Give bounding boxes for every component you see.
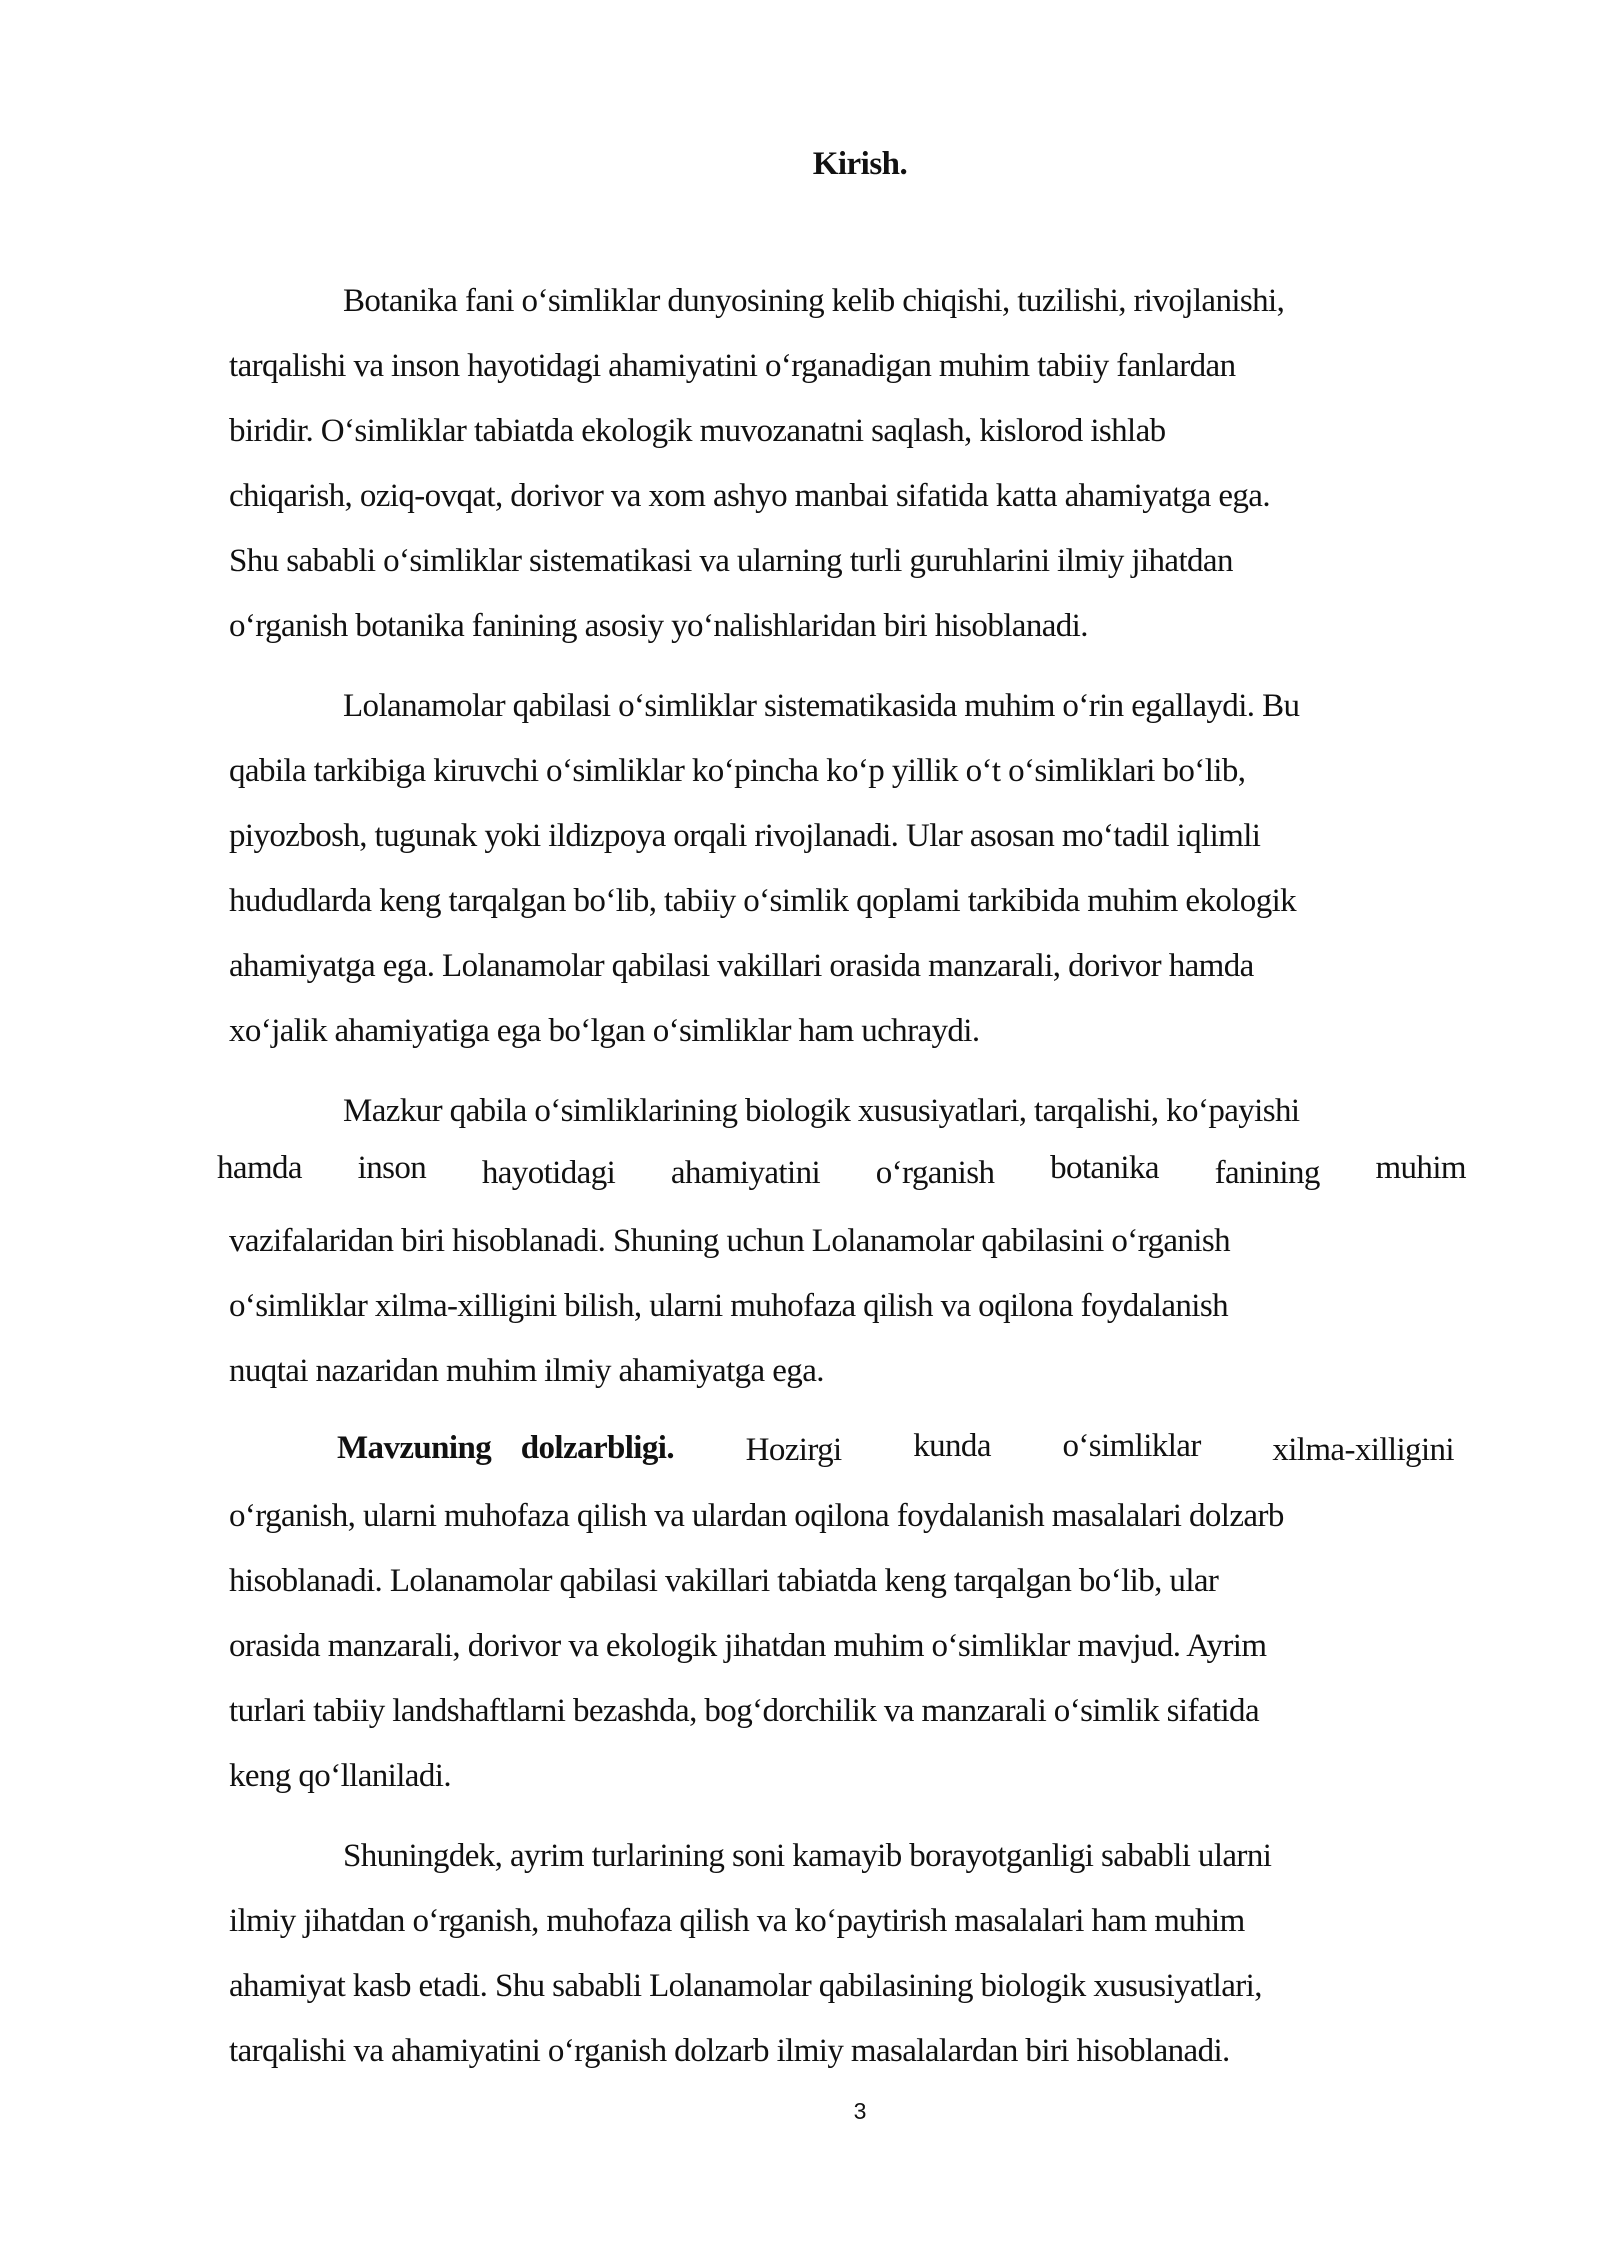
word: inson: [357, 1150, 427, 1186]
word: hamda: [217, 1150, 302, 1186]
word: Hozirgi: [745, 1432, 842, 1468]
paragraph-line: hududlarda keng tarqalgan bo‘lib, tabiiy o‘simlik qoplami tarkibida muhim ekologik: [229, 883, 1297, 919]
paragraph-line: Shu sababli o‘simliklar sistematikasi va ularning turli guruhlarini ilmiy jihatdan: [229, 543, 1233, 579]
paragraph-line: hisoblanadi. Lolanamolar qabilasi vakillari tabiatda keng tarqalgan bo‘lib, ular: [229, 1563, 1219, 1599]
paragraph-line: ahamiyat kasb etadi. Shu sababli Lolanamolar qabilasining biologik xususiyatlari,: [229, 1968, 1262, 2004]
paragraph-line: turlari tabiiy landshaftlarni bezashda, bog‘dorchilik va manzarali o‘simlik sifatida: [229, 1693, 1259, 1729]
paragraph-line: Lolanamolar qabilasi o‘simliklar sistematikasida muhim o‘rin egallaydi. Bu: [343, 688, 1300, 724]
word: o‘simliklar: [1062, 1428, 1201, 1464]
paragraph-line: ilmiy jihatdan o‘rganish, muhofaza qilish va ko‘paytirish masalalari ham muhim: [229, 1903, 1245, 1939]
paragraph-line: orasida manzarali, dorivor va ekologik jihatdan muhim o‘simliklar mavjud. Ayrim: [229, 1628, 1267, 1664]
paragraph-line: Shuningdek, ayrim turlarining soni kamayib borayotganligi sababli ularni: [343, 1838, 1272, 1874]
word: fanining: [1214, 1155, 1320, 1191]
paragraph-line: Botanika fani o‘simliklar dunyosining kelib chiqishi, tuzilishi, rivojlanishi,: [343, 283, 1285, 319]
paragraph-line: o‘rganish, ularni muhofaza qilish va ulardan oqilona foydalanish masalalari dolzarb: [229, 1498, 1284, 1534]
paragraph-line: keng qo‘llaniladi.: [229, 1758, 451, 1794]
paragraph-line: nuqtai nazaridan muhim ilmiy ahamiyatga ega.: [229, 1353, 824, 1389]
heading-line: [337, 1428, 1454, 1468]
paragraph-line: tarqalishi va ahamiyatini o‘rganish dolzarb ilmiy masalalardan biri hisoblanadi.: [229, 2033, 1230, 2069]
page-number: 3: [853, 2098, 867, 2124]
paragraph-line: ahamiyatga ega. Lolanamolar qabilasi vakillari orasida manzarali, dorivor hamda: [229, 948, 1254, 984]
word: hayotidagi: [481, 1155, 616, 1191]
word: o‘rganish: [875, 1155, 995, 1191]
paragraph-line: vazifalaridan biri hisoblanadi. Shuning uchun Lolanamolar qabilasini o‘rganish: [229, 1223, 1230, 1259]
paragraph-line: Mazkur qabila o‘simliklarining biologik xususiyatlari, tarqalishi, ko‘payishi: [343, 1093, 1300, 1129]
word: botanika: [1050, 1150, 1159, 1186]
paragraph-line: tarqalishi va inson hayotidagi ahamiyatini o‘rganadigan muhim tabiiy fanlardan: [229, 348, 1236, 384]
paragraph-line: piyozbosh, tugunak yoki ildizpoya orqali rivojlanadi. Ular asosan mo‘tadil iqlimli: [229, 818, 1261, 854]
word: kunda: [913, 1428, 991, 1464]
paragraph-line: xo‘jalik ahamiyatiga ega bo‘lgan o‘simliklar ham uchraydi.: [229, 1013, 980, 1049]
justified-line: [217, 1150, 1466, 1190]
word: muhim: [1375, 1150, 1466, 1186]
paragraph-line: chiqarish, oziq-ovqat, dorivor va xom ashyo manbai sifatida katta ahamiyatga ega.: [229, 478, 1270, 514]
word: xilma-xilligini: [1272, 1432, 1454, 1468]
paragraph-line: biridir. O‘simliklar tabiatda ekologik muvozanatni saqlash, kislorod ishlab: [229, 413, 1166, 449]
paragraph-line: o‘simliklar xilma-xilligini bilish, ularni muhofaza qilish va oqilona foydalanish: [229, 1288, 1228, 1324]
section-title: Kirish.: [812, 146, 908, 182]
bold-heading: Mavzuning dolzarbligi.: [337, 1430, 674, 1466]
paragraph-line: qabila tarkibiga kiruvchi o‘simliklar ko‘pincha ko‘p yillik o‘t o‘simliklari bo‘lib,: [229, 753, 1246, 789]
word: ahamiyatini: [670, 1155, 821, 1191]
paragraph-line: o‘rganish botanika fanining asosiy yo‘nalishlaridan biri hisoblanadi.: [229, 608, 1088, 644]
